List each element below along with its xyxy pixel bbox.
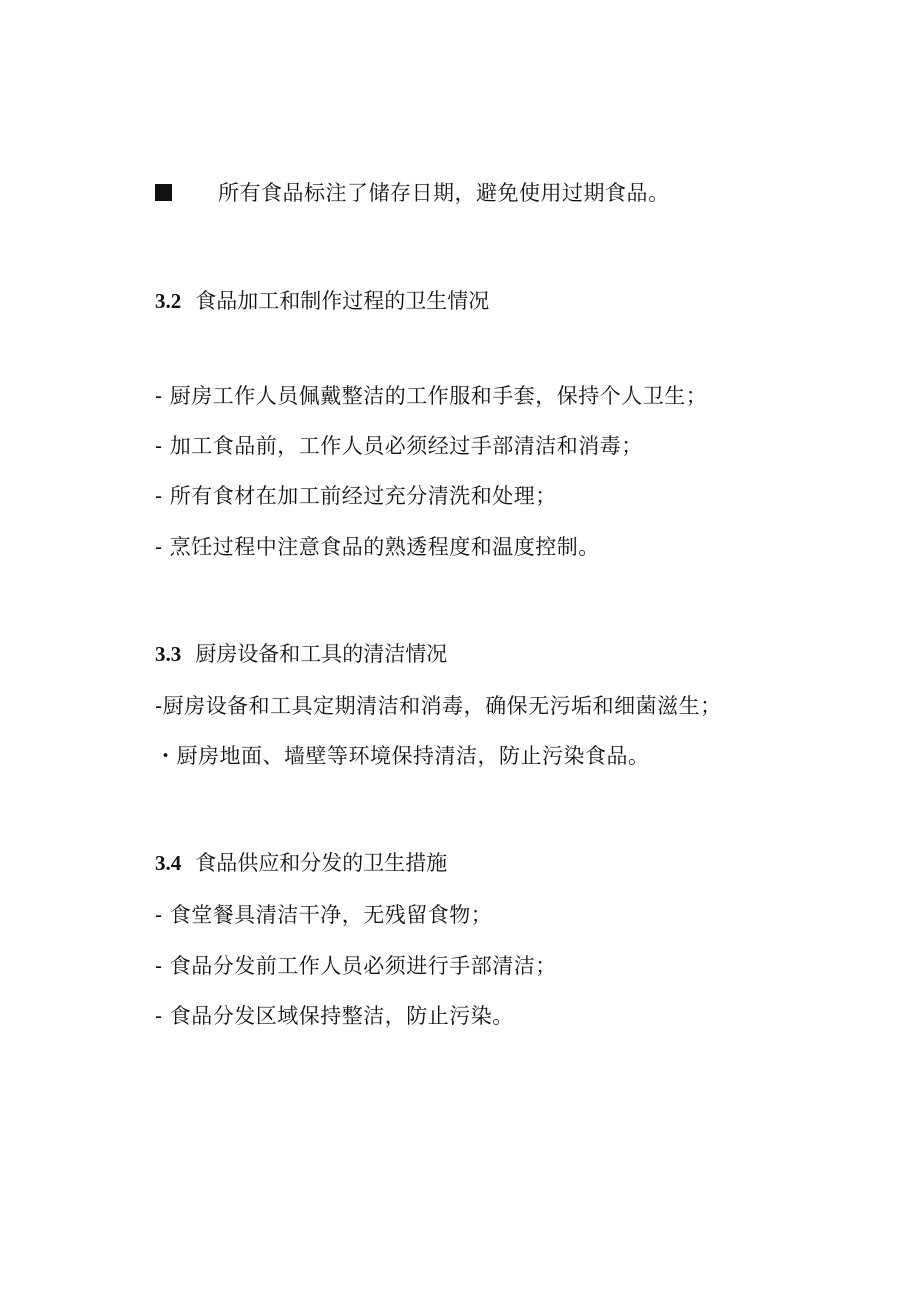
section-number: 3.3: [155, 642, 182, 666]
section-number: 3.2: [155, 289, 182, 313]
section-number: 3.4: [155, 851, 182, 875]
list-item: - 食堂餐具清洁干净，无残留食物；: [155, 903, 493, 927]
list-item: - 厨房工作人员佩戴整洁的工作服和手套，保持个人卫生；: [155, 384, 708, 408]
list-item: - 烹饪过程中注意食品的熟透程度和温度控制。: [155, 535, 600, 559]
list-item: - 食品分发前工作人员必须进行手部清洁；: [155, 954, 557, 978]
section-heading-3-3: [155, 640, 447, 668]
section-title: 厨房设备和工具的清洁情况: [195, 642, 448, 666]
list-item: - 加工食品前，工作人员必须经过手部清洁和消毒；: [155, 434, 643, 458]
black-square-bullet-icon: [155, 184, 172, 201]
list-item: -厨房设备和工具定期清洁和消毒，确保无污垢和细菌滋生；: [155, 694, 722, 718]
list-item: - 食品分发区域保持整洁，防止污染。: [155, 1004, 514, 1028]
section-heading-3-4: [155, 849, 447, 877]
list-item: - 所有食材在加工前经过充分清洗和处理；: [155, 484, 557, 508]
section-heading-3-2: [155, 287, 489, 315]
section-title: 食品供应和分发的卫生措施: [195, 851, 448, 875]
intro-bullet-item: [155, 179, 670, 207]
intro-item-text: 所有食品标注了储存日期，避免使用过期食品。: [218, 181, 670, 205]
list-item: ・厨房地面、墙壁等环境保持清洁，防止污染食品。: [155, 744, 650, 768]
section-title: 食品加工和制作过程的卫生情况: [195, 289, 490, 313]
